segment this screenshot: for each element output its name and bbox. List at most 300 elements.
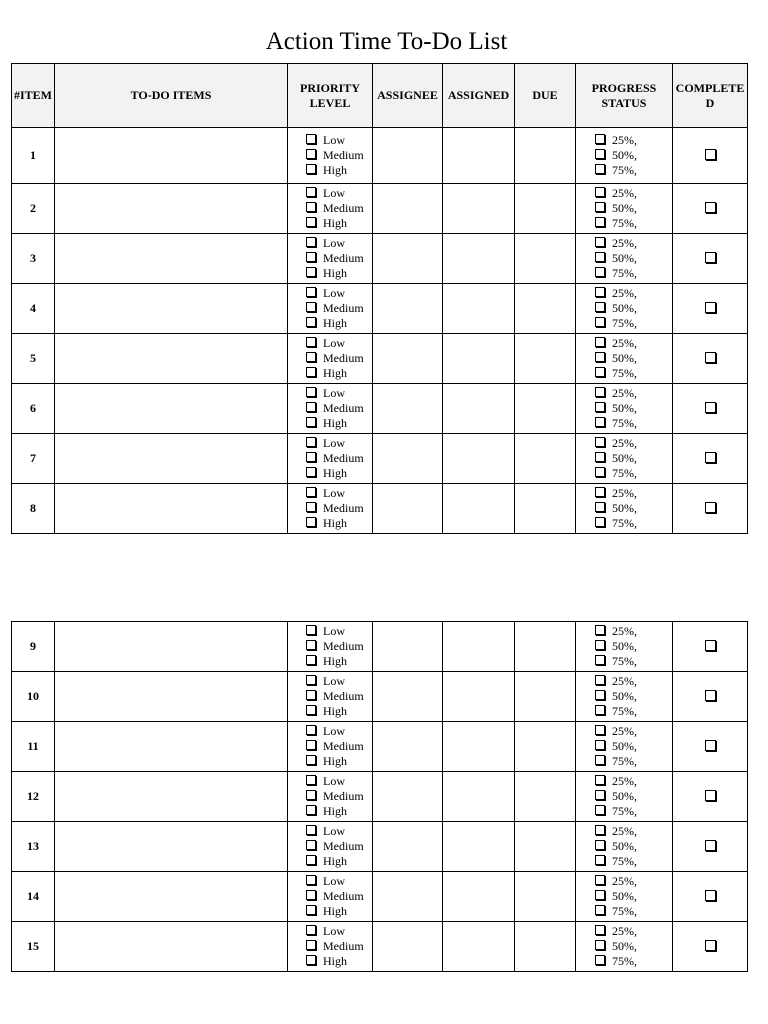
assignee-cell[interactable]	[373, 672, 443, 722]
due-cell[interactable]	[515, 922, 576, 972]
table-row	[12, 772, 748, 822]
checkbox-icon[interactable]	[595, 252, 605, 262]
progress-option-label: 25%,	[612, 435, 637, 450]
todo-item-cell[interactable]	[55, 772, 288, 822]
progress-option[interactable]	[595, 939, 672, 954]
priority-option-label: High	[323, 516, 347, 531]
priority-option[interactable]	[306, 366, 372, 381]
progress-option[interactable]	[595, 501, 672, 516]
priority-option[interactable]	[306, 286, 372, 301]
progress-option[interactable]	[595, 874, 672, 889]
priority-option[interactable]	[306, 754, 372, 769]
priority-option[interactable]	[306, 336, 372, 351]
assignee-cell[interactable]	[373, 484, 443, 534]
completed-checkbox-icon[interactable]	[705, 840, 716, 851]
completed-checkbox-icon[interactable]	[705, 302, 716, 313]
assignee-cell[interactable]	[373, 772, 443, 822]
checkbox-icon[interactable]	[595, 755, 605, 765]
todo-item-cell[interactable]	[55, 434, 288, 484]
priority-option[interactable]	[306, 689, 372, 704]
assigned-cell[interactable]	[443, 872, 515, 922]
priority-option-label: Medium	[323, 400, 364, 415]
priority-option[interactable]	[306, 804, 372, 819]
completed-checkbox-icon[interactable]	[705, 452, 716, 463]
completed-checkbox-icon[interactable]	[705, 890, 716, 901]
progress-option[interactable]	[595, 301, 672, 316]
checkbox-icon[interactable]	[595, 267, 605, 277]
checkbox-icon[interactable]	[595, 905, 605, 915]
priority-option[interactable]	[306, 724, 372, 739]
assignee-cell[interactable]	[373, 234, 443, 284]
checkbox-icon[interactable]	[306, 302, 316, 312]
progress-option[interactable]	[595, 451, 672, 466]
priority-option[interactable]	[306, 436, 372, 451]
priority-option[interactable]	[306, 624, 372, 639]
checkbox-icon[interactable]	[306, 925, 316, 935]
todo-item-cell[interactable]	[55, 484, 288, 534]
todo-item-cell[interactable]	[55, 234, 288, 284]
checkbox-icon[interactable]	[306, 337, 316, 347]
checkbox-icon[interactable]	[306, 855, 316, 865]
checkbox-icon[interactable]	[306, 437, 316, 447]
progress-option[interactable]	[595, 466, 672, 481]
checkbox-icon[interactable]	[595, 437, 605, 447]
checkbox-icon[interactable]	[306, 805, 316, 815]
checkbox-icon[interactable]	[306, 740, 316, 750]
progress-option[interactable]	[595, 704, 672, 719]
checkbox-icon[interactable]	[595, 417, 605, 427]
progress-option[interactable]	[595, 789, 672, 804]
checkbox-icon[interactable]	[595, 825, 605, 835]
priority-option-label: Medium	[323, 250, 364, 265]
checkbox-icon[interactable]	[595, 655, 605, 665]
priority-option[interactable]	[306, 251, 372, 266]
due-cell[interactable]	[515, 434, 576, 484]
progress-option[interactable]	[595, 924, 672, 939]
priority-option[interactable]	[306, 236, 372, 251]
progress-option[interactable]	[595, 689, 672, 704]
progress-option-label: 25%,	[612, 673, 637, 688]
assignee-cell[interactable]	[373, 128, 443, 184]
priority-option[interactable]	[306, 874, 372, 889]
progress-option-label: 50%,	[612, 250, 637, 265]
checkbox-icon[interactable]	[306, 252, 316, 262]
checkbox-icon[interactable]	[595, 402, 605, 412]
priority-option[interactable]	[306, 516, 372, 531]
checkbox-icon[interactable]	[306, 164, 316, 174]
progress-option[interactable]	[595, 148, 672, 163]
priority-option[interactable]	[306, 889, 372, 904]
priority-option[interactable]	[306, 774, 372, 789]
assigned-cell[interactable]	[443, 622, 515, 672]
checkbox-icon[interactable]	[306, 725, 316, 735]
completed-checkbox-icon[interactable]	[705, 149, 716, 160]
progress-option[interactable]	[595, 739, 672, 754]
progress-option[interactable]	[595, 251, 672, 266]
item-number: 5	[12, 334, 55, 384]
assignee-cell[interactable]	[373, 722, 443, 772]
assigned-cell[interactable]	[443, 184, 515, 234]
todo-item-cell[interactable]	[55, 822, 288, 872]
checkbox-icon[interactable]	[595, 317, 605, 327]
progress-option[interactable]	[595, 624, 672, 639]
item-number: 1	[12, 128, 55, 184]
priority-option-label: Low	[323, 723, 345, 738]
checkbox-icon[interactable]	[595, 790, 605, 800]
assigned-cell[interactable]	[443, 922, 515, 972]
item-number: 10	[12, 672, 55, 722]
progress-status-cell	[576, 384, 673, 434]
checkbox-icon[interactable]	[306, 625, 316, 635]
col-header-assigned: ASSIGNED	[443, 64, 515, 128]
checkbox-icon[interactable]	[306, 237, 316, 247]
progress-option[interactable]	[595, 754, 672, 769]
checkbox-icon[interactable]	[306, 487, 316, 497]
priority-level-cell	[288, 672, 373, 722]
progress-option-label: 75%,	[612, 216, 637, 231]
checkbox-icon[interactable]	[306, 352, 316, 362]
progress-option[interactable]	[595, 654, 672, 669]
checkbox-icon[interactable]	[306, 202, 316, 212]
completed-checkbox-icon[interactable]	[705, 640, 716, 651]
assignee-cell[interactable]	[373, 622, 443, 672]
completed-checkbox-icon[interactable]	[705, 352, 716, 363]
assignee-cell[interactable]	[373, 384, 443, 434]
checkbox-icon[interactable]	[595, 487, 605, 497]
priority-option[interactable]	[306, 133, 372, 148]
progress-option-label: 50%,	[612, 638, 637, 653]
progress-option-label: 50%,	[612, 450, 637, 465]
progress-option[interactable]	[595, 351, 672, 366]
progress-option[interactable]	[595, 436, 672, 451]
priority-option[interactable]	[306, 148, 372, 163]
checkbox-icon[interactable]	[306, 517, 316, 527]
checkbox-icon[interactable]	[306, 317, 316, 327]
checkbox-icon[interactable]	[306, 690, 316, 700]
progress-option-label: 50%,	[612, 350, 637, 365]
todo-item-cell[interactable]	[55, 384, 288, 434]
checkbox-icon[interactable]	[595, 955, 605, 965]
assignee-cell[interactable]	[373, 284, 443, 334]
checkbox-icon[interactable]	[306, 267, 316, 277]
todo-item-cell[interactable]	[55, 622, 288, 672]
checkbox-icon[interactable]	[306, 875, 316, 885]
assigned-cell[interactable]	[443, 822, 515, 872]
priority-option-label: Medium	[323, 147, 364, 162]
completed-checkbox-icon[interactable]	[705, 402, 716, 413]
priority-option[interactable]	[306, 924, 372, 939]
completed-checkbox-icon[interactable]	[705, 502, 716, 513]
todo-item-cell[interactable]	[55, 334, 288, 384]
table-row	[12, 622, 748, 672]
progress-option-label: 50%,	[612, 300, 637, 315]
priority-option-label: Medium	[323, 638, 364, 653]
completed-checkbox-icon[interactable]	[705, 202, 716, 213]
progress-option[interactable]	[595, 163, 672, 178]
progress-option[interactable]	[595, 639, 672, 654]
checkbox-icon[interactable]	[306, 840, 316, 850]
assignee-cell[interactable]	[373, 872, 443, 922]
checkbox-icon[interactable]	[595, 502, 605, 512]
priority-option[interactable]	[306, 501, 372, 516]
progress-option[interactable]	[595, 401, 672, 416]
priority-option[interactable]	[306, 163, 372, 178]
progress-option[interactable]	[595, 824, 672, 839]
assignee-cell[interactable]	[373, 434, 443, 484]
completed-checkbox-icon[interactable]	[705, 790, 716, 801]
priority-option[interactable]	[306, 654, 372, 669]
progress-option[interactable]	[595, 804, 672, 819]
checkbox-icon[interactable]	[306, 905, 316, 915]
completed-cell	[673, 772, 748, 822]
assigned-cell[interactable]	[443, 722, 515, 772]
progress-option[interactable]	[595, 133, 672, 148]
col-header-item: #ITEM	[12, 64, 55, 128]
progress-option[interactable]	[595, 854, 672, 869]
priority-option[interactable]	[306, 201, 372, 216]
priority-option-label: High	[323, 904, 347, 919]
checkbox-icon[interactable]	[595, 337, 605, 347]
checkbox-icon[interactable]	[595, 237, 605, 247]
checkbox-icon[interactable]	[595, 164, 605, 174]
priority-option[interactable]	[306, 486, 372, 501]
progress-option[interactable]	[595, 954, 672, 969]
due-cell[interactable]	[515, 672, 576, 722]
progress-option[interactable]	[595, 516, 672, 531]
due-cell[interactable]	[515, 128, 576, 184]
priority-option[interactable]	[306, 789, 372, 804]
assigned-cell[interactable]	[443, 234, 515, 284]
assigned-cell[interactable]	[443, 384, 515, 434]
due-cell[interactable]	[515, 484, 576, 534]
checkbox-icon[interactable]	[595, 805, 605, 815]
progress-option-label: 25%,	[612, 623, 637, 638]
checkbox-icon[interactable]	[595, 890, 605, 900]
checkbox-icon[interactable]	[595, 675, 605, 685]
progress-option[interactable]	[595, 674, 672, 689]
progress-option[interactable]	[595, 286, 672, 301]
checkbox-icon[interactable]	[595, 287, 605, 297]
col-header-priority-level: PRIORITY LEVEL	[288, 64, 373, 128]
checkbox-icon[interactable]	[595, 705, 605, 715]
progress-option[interactable]	[595, 236, 672, 251]
checkbox-icon[interactable]	[306, 825, 316, 835]
checkbox-icon[interactable]	[306, 790, 316, 800]
progress-status-cell	[576, 672, 673, 722]
checkbox-icon[interactable]	[306, 287, 316, 297]
due-cell[interactable]	[515, 872, 576, 922]
progress-option-label: 50%,	[612, 838, 637, 853]
due-cell[interactable]	[515, 822, 576, 872]
progress-option[interactable]	[595, 266, 672, 281]
todo-item-cell[interactable]	[55, 722, 288, 772]
checkbox-icon[interactable]	[595, 855, 605, 865]
todo-item-cell[interactable]	[55, 128, 288, 184]
progress-option[interactable]	[595, 316, 672, 331]
checkbox-icon[interactable]	[306, 417, 316, 427]
priority-option[interactable]	[306, 386, 372, 401]
assignee-cell[interactable]	[373, 922, 443, 972]
priority-option-label: High	[323, 804, 347, 819]
assigned-cell[interactable]	[443, 672, 515, 722]
progress-option-label: 50%,	[612, 500, 637, 515]
checkbox-icon[interactable]	[306, 940, 316, 950]
priority-option[interactable]	[306, 704, 372, 719]
checkbox-icon[interactable]	[595, 149, 605, 159]
checkbox-icon[interactable]	[306, 467, 316, 477]
checkbox-icon[interactable]	[306, 187, 316, 197]
todo-item-cell[interactable]	[55, 672, 288, 722]
priority-option[interactable]	[306, 854, 372, 869]
checkbox-icon[interactable]	[595, 187, 605, 197]
priority-option-label: High	[323, 416, 347, 431]
progress-option[interactable]	[595, 216, 672, 231]
due-cell[interactable]	[515, 284, 576, 334]
table-row	[12, 484, 748, 534]
priority-option[interactable]	[306, 351, 372, 366]
todo-item-cell[interactable]	[55, 872, 288, 922]
checkbox-icon[interactable]	[595, 640, 605, 650]
progress-option[interactable]	[595, 366, 672, 381]
priority-option-label: Low	[323, 285, 345, 300]
checkbox-icon[interactable]	[595, 517, 605, 527]
progress-option-label: 75%,	[612, 654, 637, 669]
priority-option[interactable]	[306, 739, 372, 754]
priority-option[interactable]	[306, 416, 372, 431]
assignee-cell[interactable]	[373, 822, 443, 872]
priority-option[interactable]	[306, 216, 372, 231]
priority-option[interactable]	[306, 301, 372, 316]
progress-option[interactable]	[595, 186, 672, 201]
priority-option-label: High	[323, 704, 347, 719]
assigned-cell[interactable]	[443, 128, 515, 184]
assigned-cell[interactable]	[443, 772, 515, 822]
checkbox-icon[interactable]	[306, 502, 316, 512]
priority-option[interactable]	[306, 466, 372, 481]
checkbox-icon[interactable]	[595, 217, 605, 227]
todo-item-cell[interactable]	[55, 284, 288, 334]
checkbox-icon[interactable]	[595, 940, 605, 950]
priority-option[interactable]	[306, 674, 372, 689]
assignee-cell[interactable]	[373, 184, 443, 234]
item-number: 12	[12, 772, 55, 822]
checkbox-icon[interactable]	[306, 149, 316, 159]
progress-option[interactable]	[595, 839, 672, 854]
checkbox-icon[interactable]	[595, 387, 605, 397]
priority-option[interactable]	[306, 954, 372, 969]
progress-option[interactable]	[595, 416, 672, 431]
checkbox-icon[interactable]	[595, 690, 605, 700]
checkbox-icon[interactable]	[306, 367, 316, 377]
assigned-cell[interactable]	[443, 434, 515, 484]
checkbox-icon[interactable]	[595, 467, 605, 477]
checkbox-icon[interactable]	[306, 955, 316, 965]
priority-option-label: Medium	[323, 888, 364, 903]
priority-option[interactable]	[306, 939, 372, 954]
due-cell[interactable]	[515, 234, 576, 284]
progress-status-cell	[576, 484, 673, 534]
checkbox-icon[interactable]	[306, 775, 316, 785]
checkbox-icon[interactable]	[595, 725, 605, 735]
priority-option[interactable]	[306, 824, 372, 839]
progress-option[interactable]	[595, 889, 672, 904]
checkbox-icon[interactable]	[595, 367, 605, 377]
checkbox-icon[interactable]	[306, 705, 316, 715]
checkbox-icon[interactable]	[306, 890, 316, 900]
checkbox-icon[interactable]	[595, 625, 605, 635]
checkbox-icon[interactable]	[306, 655, 316, 665]
checkbox-icon[interactable]	[595, 875, 605, 885]
col-header-progress-status: PROGRESS STATUS	[576, 64, 673, 128]
checkbox-icon[interactable]	[306, 387, 316, 397]
checkbox-icon[interactable]	[595, 302, 605, 312]
progress-option[interactable]	[595, 724, 672, 739]
priority-option[interactable]	[306, 451, 372, 466]
priority-option[interactable]	[306, 266, 372, 281]
checkbox-icon[interactable]	[595, 134, 605, 144]
priority-option[interactable]	[306, 904, 372, 919]
checkbox-icon[interactable]	[595, 925, 605, 935]
table-row	[12, 334, 748, 384]
checkbox-icon[interactable]	[595, 352, 605, 362]
progress-option[interactable]	[595, 201, 672, 216]
priority-option[interactable]	[306, 639, 372, 654]
due-cell[interactable]	[515, 622, 576, 672]
priority-option[interactable]	[306, 316, 372, 331]
assigned-cell[interactable]	[443, 284, 515, 334]
progress-option[interactable]	[595, 386, 672, 401]
todo-item-cell[interactable]	[55, 184, 288, 234]
due-cell[interactable]	[515, 334, 576, 384]
checkbox-icon[interactable]	[306, 217, 316, 227]
checkbox-icon[interactable]	[306, 452, 316, 462]
completed-checkbox-icon[interactable]	[705, 690, 716, 701]
checkbox-icon[interactable]	[306, 640, 316, 650]
due-cell[interactable]	[515, 384, 576, 434]
progress-option[interactable]	[595, 486, 672, 501]
assigned-cell[interactable]	[443, 334, 515, 384]
checkbox-icon[interactable]	[306, 134, 316, 144]
completed-checkbox-icon[interactable]	[705, 940, 716, 951]
checkbox-icon[interactable]	[306, 675, 316, 685]
todo-item-cell[interactable]	[55, 922, 288, 972]
priority-option[interactable]	[306, 401, 372, 416]
col-header-todo-items: TO-DO ITEMS	[55, 64, 288, 128]
item-number: 7	[12, 434, 55, 484]
checkbox-icon[interactable]	[306, 755, 316, 765]
progress-option[interactable]	[595, 336, 672, 351]
checkbox-icon[interactable]	[595, 740, 605, 750]
due-cell[interactable]	[515, 772, 576, 822]
priority-option[interactable]	[306, 839, 372, 854]
item-number: 11	[12, 722, 55, 772]
assigned-cell[interactable]	[443, 484, 515, 534]
completed-cell	[673, 484, 748, 534]
due-cell[interactable]	[515, 722, 576, 772]
priority-option[interactable]	[306, 186, 372, 201]
assignee-cell[interactable]	[373, 334, 443, 384]
checkbox-icon[interactable]	[595, 202, 605, 212]
due-cell[interactable]	[515, 184, 576, 234]
checkbox-icon[interactable]	[306, 402, 316, 412]
checkbox-icon[interactable]	[595, 840, 605, 850]
completed-checkbox-icon[interactable]	[705, 740, 716, 751]
checkbox-icon[interactable]	[595, 775, 605, 785]
progress-option[interactable]	[595, 904, 672, 919]
completed-checkbox-icon[interactable]	[705, 252, 716, 263]
checkbox-icon[interactable]	[595, 452, 605, 462]
progress-option[interactable]	[595, 774, 672, 789]
